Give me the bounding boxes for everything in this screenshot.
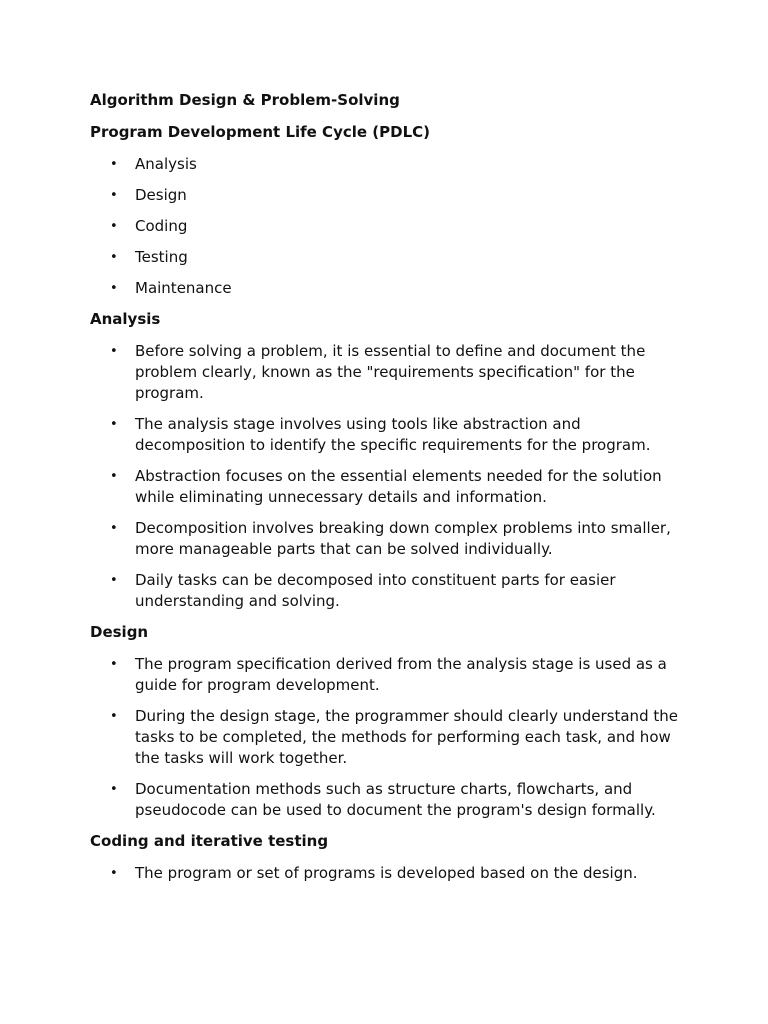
list-item: • Before solving a problem, it is essential to define and document the problem clearly, known as the "requirements specification" for the program. <box>90 341 680 404</box>
document-title: Algorithm Design & Problem-Solving <box>90 91 400 109</box>
list-item: • Decomposition involves breaking down complex problems into smaller, more manageable parts that can be solved individually. <box>90 518 680 560</box>
design-list <box>90 654 680 821</box>
design-heading: Design <box>90 623 149 641</box>
analysis-list <box>90 341 680 612</box>
analysis-heading: Analysis <box>90 310 161 328</box>
list-item: • Testing <box>90 247 680 268</box>
list-item: • Documentation methods such as structure charts, flowcharts, and pseudocode can be used to document the program's design formally. <box>90 779 680 821</box>
coding-heading: Coding and iterative testing <box>90 832 329 850</box>
list-item: • The program specification derived from the analysis stage is used as a guide for program development. <box>90 654 680 696</box>
document-page <box>90 90 680 894</box>
list-item: • Analysis <box>90 154 680 175</box>
pdlc-list <box>90 154 680 299</box>
list-item: • Maintenance <box>90 278 680 299</box>
list-item: • Abstraction focuses on the essential elements needed for the solution while eliminating unnecessary details and information. <box>90 466 680 508</box>
list-item: • The analysis stage involves using tools like abstraction and decomposition to identify the specific requirements for the program. <box>90 414 680 456</box>
list-item: • Coding <box>90 216 680 237</box>
coding-list <box>90 863 680 884</box>
list-item: • The program or set of programs is developed based on the design. <box>90 863 680 884</box>
pdlc-heading: Program Development Life Cycle (PDLC) <box>90 123 430 141</box>
list-item: • During the design stage, the programmer should clearly understand the tasks to be completed, the methods for performing each task, and how the tasks will work together. <box>90 706 680 769</box>
list-item: • Design <box>90 185 680 206</box>
list-item: • Daily tasks can be decomposed into constituent parts for easier understanding and solving. <box>90 570 680 612</box>
